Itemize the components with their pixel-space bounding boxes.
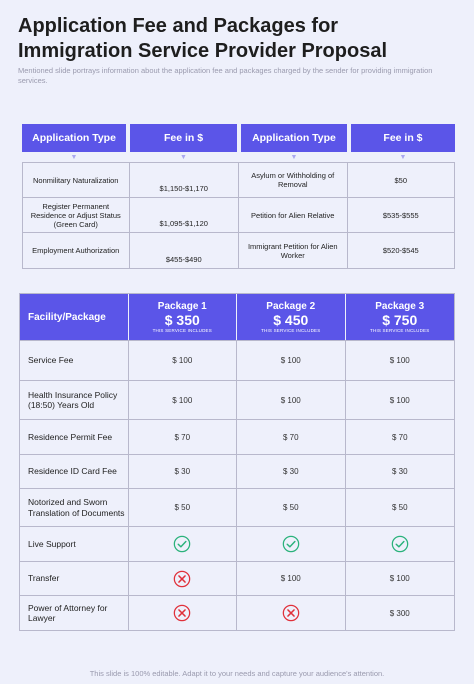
- cross-icon: [129, 596, 237, 630]
- package-price: $ 350: [164, 311, 200, 328]
- price-cell: $ 50: [391, 503, 408, 512]
- facility-label: Live Support: [20, 527, 129, 561]
- header-package-1: [129, 294, 237, 340]
- header-fee-2: Fee in $ ▼: [351, 124, 455, 152]
- fee-cell: $50: [394, 175, 407, 185]
- header-fee-1: Fee in $ ▼: [130, 124, 237, 152]
- fee-cell: $1,095-$1,120: [130, 198, 240, 232]
- check-icon: [237, 527, 345, 561]
- table-row: [20, 561, 454, 595]
- facility-label: Health Insurance Policy (18:50) Years Old: [20, 381, 129, 419]
- price-cell: $ 70: [129, 420, 237, 454]
- table-row: [23, 163, 454, 198]
- table-row: [20, 419, 454, 454]
- fee-table-body: [22, 162, 455, 269]
- facility-label: Power of Attorney for Lawyer: [20, 596, 129, 630]
- facility-label: Notorized and Sworn Translation of Documents: [20, 489, 129, 526]
- footer-note: This slide is 100% editable. Adapt it to your needs and capture your audience's attention.: [89, 669, 385, 678]
- price-cell: $ 300: [389, 608, 410, 618]
- price-cell: $ 50: [237, 489, 345, 526]
- fee-table-header: [22, 124, 455, 161]
- table-row: [20, 526, 454, 561]
- package-name: Package 1: [157, 300, 207, 312]
- facility-label: Transfer: [20, 562, 129, 595]
- price-cell: $ 30: [391, 467, 408, 476]
- price-cell: $ 100: [129, 381, 237, 419]
- check-icon: [346, 527, 454, 561]
- header-application-type-2: Application Type ▼: [241, 124, 347, 152]
- chevron-down-icon: ▼: [399, 154, 407, 161]
- package-price: $ 750: [382, 311, 418, 328]
- application-type-cell: Immigrant Petition for Alien Worker: [239, 233, 348, 268]
- package-name: Package 2: [266, 300, 316, 312]
- chevron-down-icon: ▼: [180, 154, 187, 161]
- application-fee-table: [22, 124, 455, 269]
- facility-label: Service Fee: [20, 341, 129, 380]
- package-note: THIS SERVICE INCLUDES: [261, 327, 321, 333]
- price-cell: $ 30: [237, 455, 345, 488]
- header-package-2: [237, 294, 345, 340]
- facility-label: Residence ID Card Fee: [20, 455, 129, 488]
- price-cell: $ 100: [237, 381, 345, 419]
- cross-icon: [129, 562, 237, 595]
- header-package-3: [346, 294, 454, 340]
- application-type-cell: Asylum or Withholding of Removal: [239, 163, 348, 197]
- package-name: Package 3: [375, 300, 425, 312]
- header-application-type-1: Application Type ▼: [22, 124, 126, 152]
- chevron-down-icon: ▼: [290, 154, 298, 161]
- price-cell: $ 100: [389, 356, 410, 365]
- price-cell: $ 100: [129, 341, 237, 380]
- price-cell: $ 100: [389, 574, 410, 583]
- cross-icon: [237, 596, 345, 630]
- table-row: [23, 233, 454, 268]
- application-type-cell: Petition for Alien Relative: [239, 198, 348, 232]
- table-row: [23, 198, 454, 233]
- price-cell: $ 100: [389, 395, 410, 405]
- page-title: Application Fee and Packages for Immigration Service Provider Proposal: [18, 15, 388, 62]
- package-price: $ 450: [273, 311, 309, 328]
- fee-cell: $1,150-$1,170: [130, 163, 240, 197]
- package-note: THIS SERVICE INCLUDES: [152, 327, 212, 333]
- fee-cell: $455-$490: [130, 233, 240, 268]
- table-row: [20, 488, 454, 526]
- fee-cell: $520-$545: [382, 246, 419, 255]
- price-cell: $ 70: [391, 432, 408, 442]
- header-facility-package: Facility/Package: [20, 294, 129, 340]
- table-row: [20, 380, 454, 419]
- price-cell: $ 30: [129, 455, 237, 488]
- price-cell: $ 70: [237, 420, 345, 454]
- table-row: [20, 340, 454, 380]
- page-subtitle: Mentioned slide portrays information about the application fee and packages charged by the sender for providing immigration services.: [18, 66, 433, 85]
- check-icon: [129, 527, 237, 561]
- chevron-down-icon: ▼: [70, 154, 78, 161]
- table-row: [20, 454, 454, 488]
- package-table: [19, 293, 455, 631]
- package-note: THIS SERVICE INCLUDES: [370, 327, 430, 333]
- application-type-cell: Nonmilitary Naturalization: [23, 163, 130, 197]
- facility-label: Residence Permit Fee: [20, 420, 129, 454]
- table-row: [20, 595, 454, 630]
- package-table-header: [20, 294, 454, 340]
- price-cell: $ 100: [237, 341, 345, 380]
- package-table-body: [20, 340, 454, 630]
- application-type-cell: Register Permanent Residence or Adjust Status (Green Card): [23, 198, 130, 232]
- application-type-cell: Employment Authorization: [23, 233, 130, 268]
- price-cell: $ 100: [237, 562, 345, 595]
- price-cell: $ 50: [129, 489, 237, 526]
- fee-cell: $535-$555: [382, 210, 419, 220]
